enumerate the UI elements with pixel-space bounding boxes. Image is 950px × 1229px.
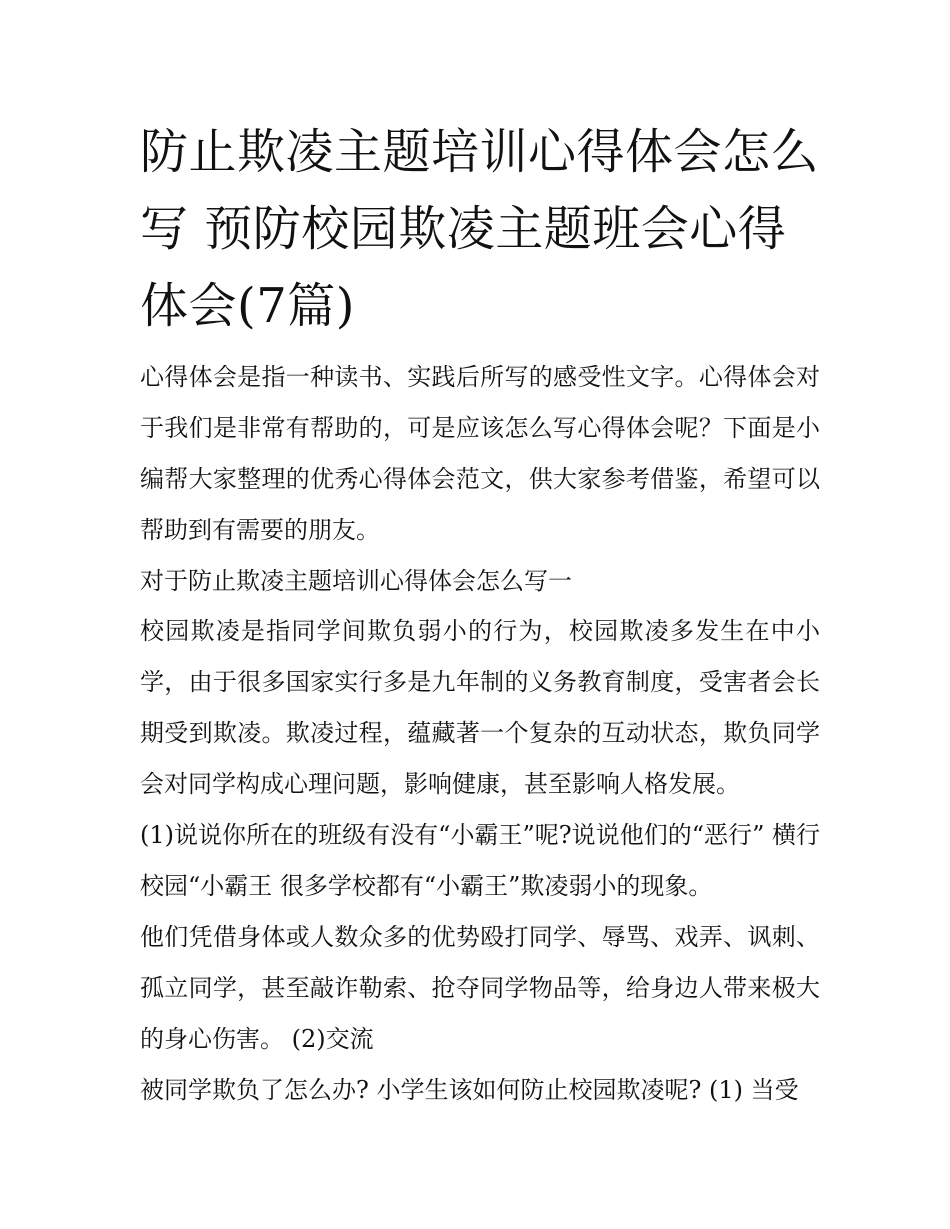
document-body [140, 352, 820, 1116]
body-paragraph: 被同学欺负了怎么办? 小学生该如何防止校园欺凌呢? (1) 当受 [140, 1076, 799, 1104]
intro-paragraph: 心得体会是指一种读书、实践后所写的感受性文字。心得体会对于我们是非常有帮助的，可是应该怎么写心得体会呢？下面是小编帮大家整理的优秀心得体会范文，供大家参考借鉴，希望可以帮助到有需要的朋友。 [140, 363, 820, 544]
section-heading: 对于防止欺凌主题培训心得体会怎么写一 [140, 567, 572, 595]
body-paragraph: 他们凭借身体或人数众多的优势殴打同学、辱骂、戏弄、讽刺、孤立同学，甚至敲诈勒索、抢夺同学物品等，给身边人带来极大的身心伤害。 (2)交流 [140, 923, 820, 1053]
body-paragraph: (1)说说你所在的班级有没有“小霸王”呢?说说他们的“恶行” 横行校园“小霸王 很多学校都有“小霸王”欺凌弱小的现象。 [140, 821, 820, 900]
document-title: 防止欺凌主题培训心得体会怎么写 预防校园欺凌主题班会心得体会(7篇) [140, 124, 820, 334]
body-paragraph: 校园欺凌是指同学间欺负弱小的行为，校园欺凌多发生在中小学，由于很多国家实行多是九年制的义务教育制度，受害者会长期受到欺凌。欺凌过程，蕴藏著一个复杂的互动状态，欺负同学会对同学构成心理问题，影响健康，甚至影响人格发展。 [140, 617, 820, 798]
